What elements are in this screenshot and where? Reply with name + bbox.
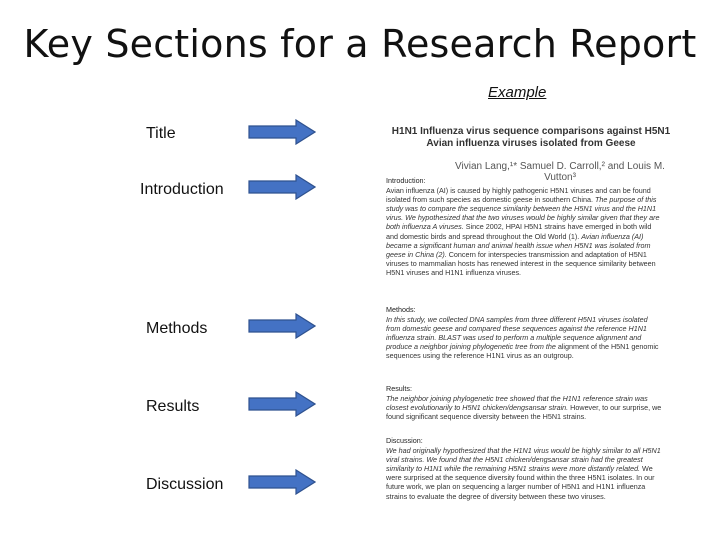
results-heading: Results:: [386, 384, 412, 393]
arrow-icon: [248, 469, 316, 495]
paper-methods: [386, 305, 664, 361]
section-label-discussion: Discussion: [146, 476, 224, 493]
arrow-icon: [248, 391, 316, 417]
section-label-title: Title: [146, 125, 176, 142]
example-label: Example: [488, 84, 547, 101]
slide-title: Key Sections for a Research Report: [23, 22, 697, 66]
discussion-text: [386, 446, 664, 501]
paper-discussion: [386, 436, 664, 501]
discussion-heading: Discussion:: [386, 436, 423, 445]
results-text-part: However, to our surprise, we found significant sequence diversity between the H5N1 strains.: [386, 403, 662, 422]
methods-text-part: In this study, we collected DNA samples from three different H5N1 viruses isolated from domestic geese and compared these sequences against the reference H1N1 influenza strain. BLAST was used to perform a multiple sequence alignment and produce a neighbor joining phylogenetic tree from the: [386, 315, 648, 352]
section-label-methods: Methods: [146, 320, 208, 337]
introduction-text-part: Avian influenza (AI) became a significant human and animal health issue when H5N1 was isolated from geese in China (2).: [386, 231, 651, 259]
discussion-text-part: We were surprised at the sequence diversity found within the three H5N1 isolates. In our future work, we plan on sequencing a larger number of H5N1 and H1N1 influenza strains to evaluate the degree of diversity between these two viruses.: [386, 464, 655, 501]
paper-authors: Vivian Lang,¹* Samuel D. Carroll,² and Louis M. Vutton³: [455, 161, 665, 183]
results-text-part: The neighbor joining phylogenetic tree showed that the H1N1 reference strain was closest evolutionarily to H5N1 chicken/dengsansar strain.: [386, 394, 648, 413]
paper-title: H1N1 Influenza virus sequence comparisons against H5N1 Avian influenza viruses isolated from Geese: [391, 126, 671, 149]
paper-introduction: [386, 176, 664, 277]
section-label-introduction: Introduction: [140, 181, 224, 198]
methods-text: [386, 315, 664, 360]
introduction-text-part: The purpose of this study was to compare the sequence similarity between the H5N1 virus and the H1N1 virus. We hypothesized that the two viruses would be highly similar given that they are both influenza A viruses.: [386, 195, 660, 232]
methods-heading: Methods:: [386, 305, 416, 314]
introduction-heading: Introduction:: [386, 176, 426, 185]
arrow-icon: [248, 119, 316, 145]
introduction-text-part: Concern for interspecies transmission and adaptation of H5N1 viruses to mammalian hosts has renewed interest in the sequence similarity between H5N1 viruses and H1N1 influenza viruses.: [386, 249, 656, 277]
arrow-icon: [248, 313, 316, 339]
section-label-results: Results: [146, 398, 200, 415]
introduction-text-part: Avian influenza (AI) is caused by highly pathogenic H5N1 viruses and can be found isolated from such species as domestic geese in southern China.: [386, 186, 651, 205]
results-text: [386, 394, 664, 421]
introduction-text: [386, 186, 664, 277]
methods-text-part: alignment of the H5N1 genomic sequences using the reference H1N1 virus as an outgroup.: [386, 342, 659, 361]
discussion-text-part: We had originally hypothesized that the H1N1 virus would be highly similar to all H5N1 viral strains. We found that the H5N1 chicken/dengsansar strain had the greatest similarity to H1N1 while the remaining H5N1 strains were more distantly related.: [386, 446, 661, 474]
introduction-text-part: Since 2002, HPAI H5N1 strains have emerged in both wild and domestic birds and spread throughout the Old World (1).: [386, 222, 652, 241]
paper-results: [386, 384, 664, 421]
arrow-icon: [248, 174, 316, 200]
